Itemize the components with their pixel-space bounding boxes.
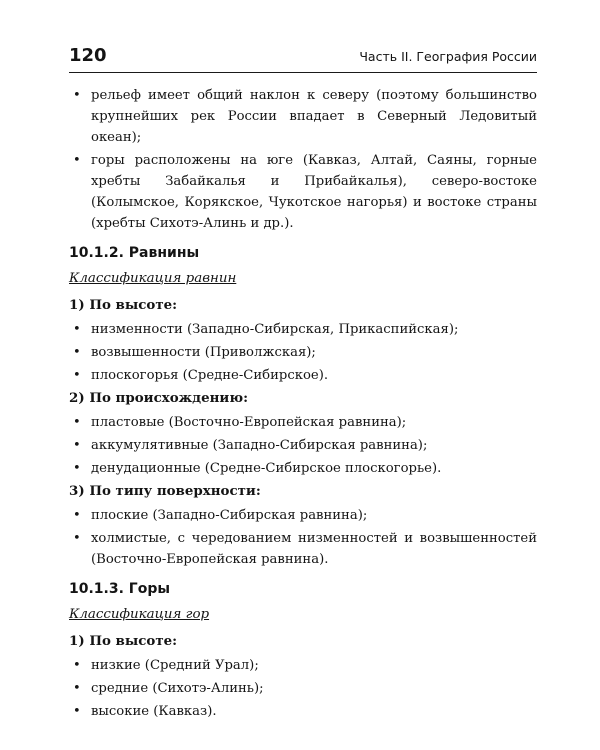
criterion-mountains-by-height: 1) По высоте: [69,633,178,649]
subheading-mountains-classification: Классификация гор [69,607,210,622]
bullet-marker: • [73,461,81,476]
running-title: Часть II. География России [359,49,537,64]
list-item-text: пластовые (Восточно-Европейская равнина); [91,415,407,430]
intro-bullet [69,150,537,234]
list-item [69,458,537,479]
page-header [69,44,537,73]
criterion-by-height: 1) По высоте: [69,297,178,313]
subheading-plains-classification: Классификация равнин [69,271,237,286]
list-item-text: низменности (Западно-Сибирская, Прикаспийская); [91,322,459,337]
bullet-marker: • [73,415,81,430]
bullet-marker: • [73,345,81,360]
list-item-text: аккумулятивные (Западно-Сибирская равнина); [91,438,428,453]
bullet-marker: • [73,88,81,103]
list-item [69,412,537,433]
intro-bullet-text: рельеф имеет общий наклон к северу (поэтому большинство крупнейших рек России впадает в Северный Ледовитый океан); [91,88,537,145]
list-item-text: плоские (Западно-Сибирская равнина); [91,508,368,523]
list-item-text: низкие (Средний Урал); [91,658,259,673]
list-item [69,319,537,340]
list-item-text: денудационные (Средне-Сибирское плоскогорье). [91,461,442,476]
list-item-text: средние (Сихотэ-Алинь); [91,681,264,696]
intro-bullet [69,85,537,148]
list-item [69,365,537,386]
intro-bullet-text: горы расположены на юге (Кавказ, Алтай, Саяны, горные хребты Забайкалья и Прибайкалья), северо-востоке (Колымское, Корякское, Чукотское нагорья) и востоке страны (хребты Сихотэ-Алинь и др.). [91,153,537,231]
bullet-marker: • [73,438,81,453]
bullet-marker: • [73,704,81,719]
criterion-by-origin: 2) По происхождению: [69,390,249,406]
page-number: 120 [69,45,107,66]
list-item [69,528,537,570]
bullet-marker: • [73,531,81,546]
list-item-text: холмистые, с чередованием низменностей и возвышенностей (Восточно-Европейская равнина). [91,531,537,567]
bullet-marker: • [73,658,81,673]
list-item [69,435,537,456]
list-item-text: высокие (Кавказ). [91,704,217,719]
list-item-text: плоскогорья (Средне-Сибирское). [91,368,329,383]
list-item [69,505,537,526]
bullet-marker: • [73,322,81,337]
page-content [69,85,537,724]
section-heading-plains: 10.1.2. Равнины [69,245,200,261]
bullet-marker: • [73,508,81,523]
bullet-marker: • [73,368,81,383]
criterion-by-surface-type: 3) По типу поверхности: [69,483,261,499]
list-item [69,701,537,722]
section-heading-mountains: 10.1.3. Горы [69,581,171,597]
bullet-marker: • [73,681,81,696]
list-item [69,342,537,363]
list-item-text: возвышенности (Приволжская); [91,345,316,360]
list-item [69,678,537,699]
bullet-marker: • [73,153,81,168]
list-item [69,655,537,676]
